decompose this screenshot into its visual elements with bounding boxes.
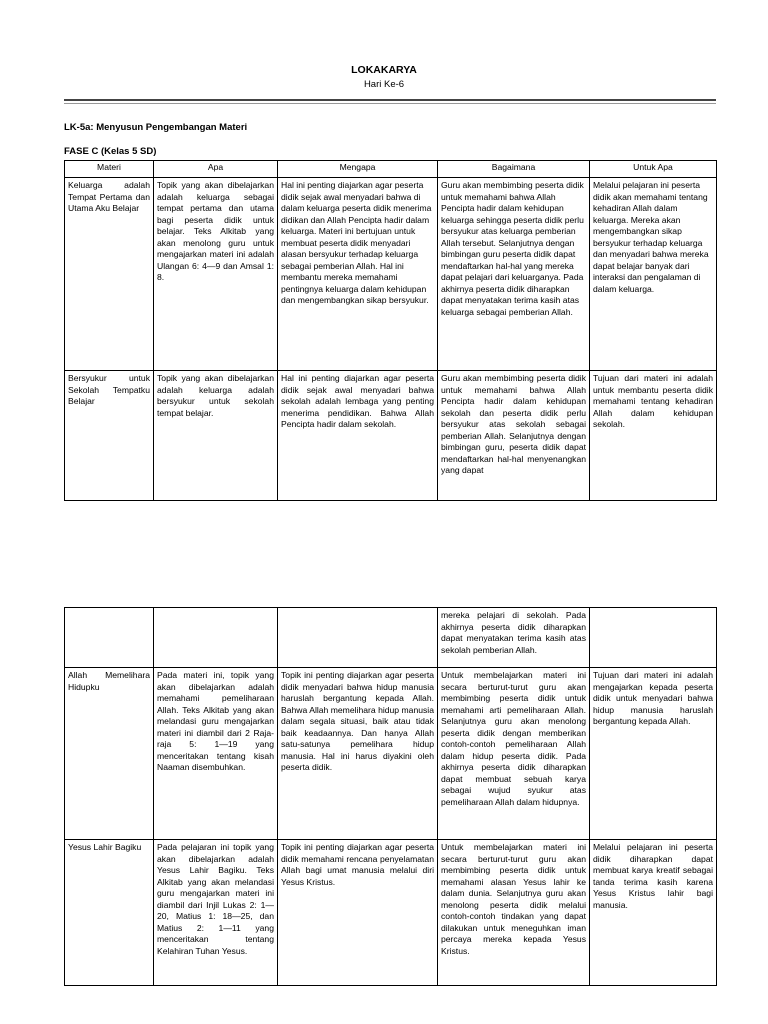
cell-materi: Allah Memelihara Hidupku <box>65 668 154 840</box>
cell-materi: Keluarga adalah Tempat Pertama dan Utama Aku Belajar <box>65 178 154 371</box>
cell-materi <box>65 608 154 668</box>
table-row <box>65 840 717 986</box>
cell-bagaimana: Guru akan membimbing peserta didik untuk memahami bahwa Allah Pencipta hadir dalam kehidupan keluarga sehingga peserta didik perlu bersyukur atas keluarga pemberian Allah tersebut. Selanjutnya dengan bimbingan guru peserta didik dapat mendaftarkan hal-hal yang mereka dapat pelajari dari keluarganya. Pada akhirnya peserta didik diharapkan dapat menyatakan terima kasih atas keluarga sebagai pemberian Allah. <box>438 178 590 371</box>
table-row <box>65 608 717 668</box>
cell-bagaimana: mereka pelajari di sekolah. Pada akhirnya peserta didik diharapkan dapat menyatakan terima kasih atas sekolah pemberian Allah. <box>438 608 590 668</box>
materials-table-part-2 <box>64 607 717 986</box>
materials-table-part-1 <box>64 160 717 501</box>
table-header-row <box>65 161 717 178</box>
cell-apa: Topik yang akan dibelajarkan adalah keluarga adalah bersyukur untuk sekolah tempat belajar. <box>154 371 278 501</box>
document-subtitle: Hari Ke-6 <box>363 79 405 90</box>
column-header-bagaimana: Bagaimana <box>438 161 590 178</box>
cell-untuk-apa: Melalui pelajaran ini peserta didik akan memahami tentang kehadiran Allah dalam keluarga. Mereka akan mengembangkan sikap bersyukur terhadap keluarga dan menyadari bahwa mereka dapat belajar banyak dari interaksi dan pengalaman di dalam keluarga. <box>590 178 717 371</box>
cell-bagaimana: Untuk membelajarkan materi ini secara berturut-turut guru akan membimbing peserta didik untuk memahami arti pemeliharaan Allah. Selanjutnya guru akan menolong peserta didik dengan memberikan contoh-contoh pemeliharaan Allah dalam hidup peserta didik. Pada akhirnya peserta didik diharapkan dapat membuat sebuah karya sebagai wujud syukur atas pemeliharaan Allah dalam hidupnya. <box>438 668 590 840</box>
header-rule-thin <box>64 103 716 104</box>
column-header-materi: Materi <box>65 161 154 178</box>
table-row <box>65 668 717 840</box>
cell-untuk-apa: Tujuan dari materi ini adalah mengajarkan kepada peserta didik untuk menyadari bahwa hidup manusia haruslah bergantung kepada Allah. <box>590 668 717 840</box>
table-row <box>65 371 717 501</box>
cell-mengapa: Hal ini penting diajarkan agar peserta didik sejak awal menyadari bahwa di dalam keluarga peserta didik menerima didikan dan Allah Pencipta hadir dalam keluarga. Materi ini bertujuan untuk membuat peserta didik menyadari alasan bersyukur terhadap keluarga sebagai pemberian Allah. Hal ini membantu mereka memahami pentingnya keluarga dalam kehidupan dan mengembangkan sikap bersyukur. <box>278 178 438 371</box>
phase-heading: FASE C (Kelas 5 SD) <box>64 146 157 157</box>
document-title: LOKAKARYA <box>351 64 417 76</box>
cell-apa: Pada pelajaran ini topik yang akan dibelajarkan adalah Yesus Lahir Bagiku. Teks Alkitab yang akan melandasi guru mengajarkan materi ini diambil dari Injil Lukas 2: 1—20, Matius 1: 18—25, dan Matius 2: 1—11 yang menceritakan tentang Kelahiran Tuhan Yesus. <box>154 840 278 986</box>
cell-mengapa: Topik ini penting diajarkan agar peserta didik menyadari bahwa hidup manusia haruslah bergantung kepada Allah. Bahwa Allah memelihara hidup manusia dalam segala situasi, baik atau tidak baik keadaannya. Dan hanya Allah satu-satunya pemelihara hidup manusia. Hal ini harus diyakini oleh peserta didik. <box>278 668 438 840</box>
cell-apa: Topik yang akan dibelajarkan adalah keluarga sebagai tempat pertama dan utama bagi peserta didik untuk belajar. Teks Alkitab yang akan menolong guru untuk mengajarkan materi ini adalah Ulangan 6: 4—9 dan Amsal 1: 8. <box>154 178 278 371</box>
cell-apa <box>154 608 278 668</box>
worksheet-heading: LK-5a: Menyusun Pengembangan Materi <box>64 122 248 133</box>
cell-bagaimana: Guru akan membimbing peserta didik untuk memahami bahwa Allah Pencipta hadir dalam kehidupan sekolah dan peserta didik perlu bersyukur atas sekolah sebagai pemberian Allah. Selanjutnya dengan bimbingan guru, peserta didik dapat mendaftarkan hal-hal menyenangkan yang dapat <box>438 371 590 501</box>
cell-untuk-apa: Tujuan dari materi ini adalah untuk membantu peserta didik memahami tentang kehadiran Allah dalam kehidupan sekolah. <box>590 371 717 501</box>
cell-mengapa: Topik ini penting diajarkan agar peserta didik memahami rencana penyelamatan Allah bagi umat manusia melalui diri Yesus Kristus. <box>278 840 438 986</box>
cell-mengapa: Hal ini penting diajarkan agar peserta didik sejak awal menyadari bahwa sekolah adalah lembaga yang penting menerima pendidikan. Bahwa Allah Pencipta hadir dalam sekolah. <box>278 371 438 501</box>
cell-mengapa <box>278 608 438 668</box>
cell-untuk-apa: Melalui pelajaran ini peserta didik diharapkan dapat membuat karya kreatif sebagai tanda terima kasih karena Yesus Kristus lahir bagi manusia. <box>590 840 717 986</box>
cell-materi: Yesus Lahir Bagiku <box>65 840 154 986</box>
cell-bagaimana: Untuk membelajarkan materi ini secara berturut-turut guru akan membimbing peserta didik untuk memahami alasan Yesus lahir ke dalam dunia. Selanjutnya guru akan menolong peserta didik melalui contoh-contoh tindakan yang dapat dilakukan untuk meneguhkan iman percaya mereka kepada Yesus Kristus. <box>438 840 590 986</box>
column-header-untuk-apa: Untuk Apa <box>590 161 717 178</box>
cell-materi: Bersyukur untuk Sekolah Tempatku Belajar <box>65 371 154 501</box>
header-rule <box>64 99 716 101</box>
column-header-mengapa: Mengapa <box>278 161 438 178</box>
column-header-apa: Apa <box>154 161 278 178</box>
cell-untuk-apa <box>590 608 717 668</box>
cell-apa: Pada materi ini, topik yang akan dibelajarkan adalah memahami pemeliharaan Allah. Teks Alkitab yang akan melandasi guru mengajarkan materi ini diambil dari 2 Raja-raja 5: 1—19 yang menceritakan tentang kisah Naaman disembuhkan. <box>154 668 278 840</box>
table-row <box>65 178 717 371</box>
